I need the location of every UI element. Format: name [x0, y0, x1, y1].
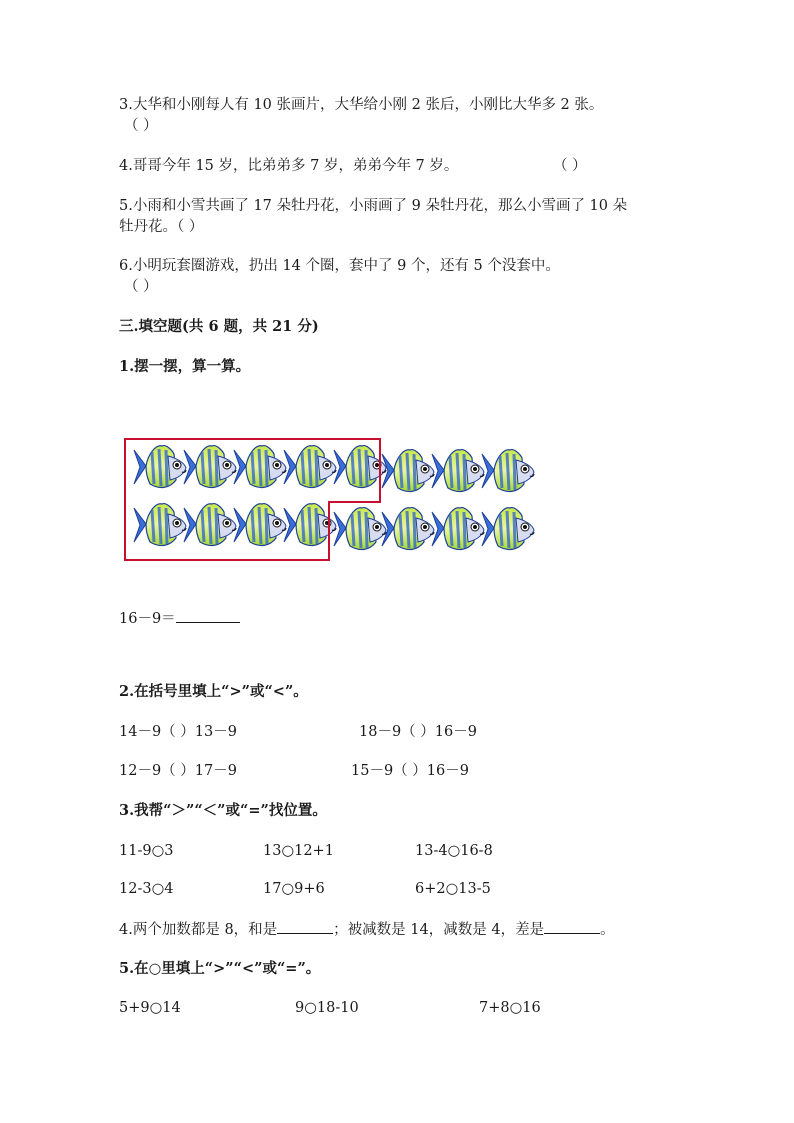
fill-q5-c3[interactable]: 7+8○16 — [479, 1000, 541, 1016]
fill-q3-prompt: 3.我帮“＞”“＜”或“=”找位置。 — [119, 802, 327, 819]
fill-q3-r2c1[interactable]: 12-3○4 — [119, 881, 174, 897]
fish-picture — [124, 438, 536, 562]
judge-q6-answer-paren[interactable]: （ ） — [124, 279, 158, 295]
fill-q2-r1c2[interactable]: 18－9（ ）16－9 — [359, 724, 477, 740]
fill-q3-r1c2[interactable]: 13○12+1 — [263, 843, 334, 859]
section-title: 三.填空题(共 6 题，共 21 分) — [119, 318, 319, 335]
fill-q5-c1[interactable]: 5+9○14 — [119, 1000, 181, 1016]
fill-q4-part1: 4.两个加数都是 8，和是 — [119, 922, 278, 938]
judge-q5-line2[interactable]: 牡丹花。（ ） — [119, 219, 204, 235]
fill-q3-r2c2[interactable]: 17○9+6 — [263, 881, 325, 897]
judge-q3-line1: 3.大华和小刚每人有 10 张画片，大华给小刚 2 张后，小刚比大华多 2 张。 — [119, 97, 604, 113]
judge-q4-answer-paren[interactable]: （ ） — [553, 158, 587, 174]
judge-q6-line1: 6.小明玩套圈游戏，扔出 14 个圈，套中了 9 个，还有 5 个没套中。 — [119, 258, 560, 274]
fill-q4-part2: ；被减数是 14，减数是 4，差是 — [333, 922, 545, 938]
fill-q3-r1c1[interactable]: 11-9○3 — [119, 843, 174, 859]
judge-q4-text: 4.哥哥今年 15 岁，比弟弟多 7 岁，弟弟今年 7 岁。 — [119, 158, 459, 174]
equation-answer-blank[interactable] — [176, 608, 240, 623]
fill-q4-part3: 。 — [600, 922, 615, 938]
fill-q3-r1c3[interactable]: 13-4○16-8 — [415, 843, 493, 859]
fill-q1-equation — [119, 608, 240, 629]
fill-q2-r2c1[interactable]: 12－9（ ）17－9 — [119, 763, 237, 779]
fill-q5-prompt: 5.在○里填上“>”“<”或“=”。 — [119, 960, 321, 977]
fill-q4 — [119, 919, 615, 940]
judge-q5-line1: 5.小雨和小雪共画了 17 朵牡丹花，小雨画了 9 朵牡丹花，那么小雪画了 10 朵 — [119, 198, 628, 214]
judge-q3-answer-paren[interactable]: （ ） — [124, 118, 158, 134]
difference-answer-blank[interactable] — [544, 919, 600, 934]
fill-q5-c2[interactable]: 9○18-10 — [295, 1000, 359, 1016]
fill-q2-r2c2[interactable]: 15－9（ ）16－9 — [351, 763, 469, 779]
fill-q2-r1c1[interactable]: 14－9（ ）13－9 — [119, 724, 237, 740]
equation-text: 16－9＝ — [119, 611, 176, 627]
sum-answer-blank[interactable] — [277, 919, 333, 934]
fill-q1-prompt: 1.摆一摆，算一算。 — [119, 358, 251, 375]
fill-q3-r2c3[interactable]: 6+2○13-5 — [415, 881, 491, 897]
fill-q2-prompt: 2.在括号里填上“>”或“<”。 — [119, 683, 308, 700]
